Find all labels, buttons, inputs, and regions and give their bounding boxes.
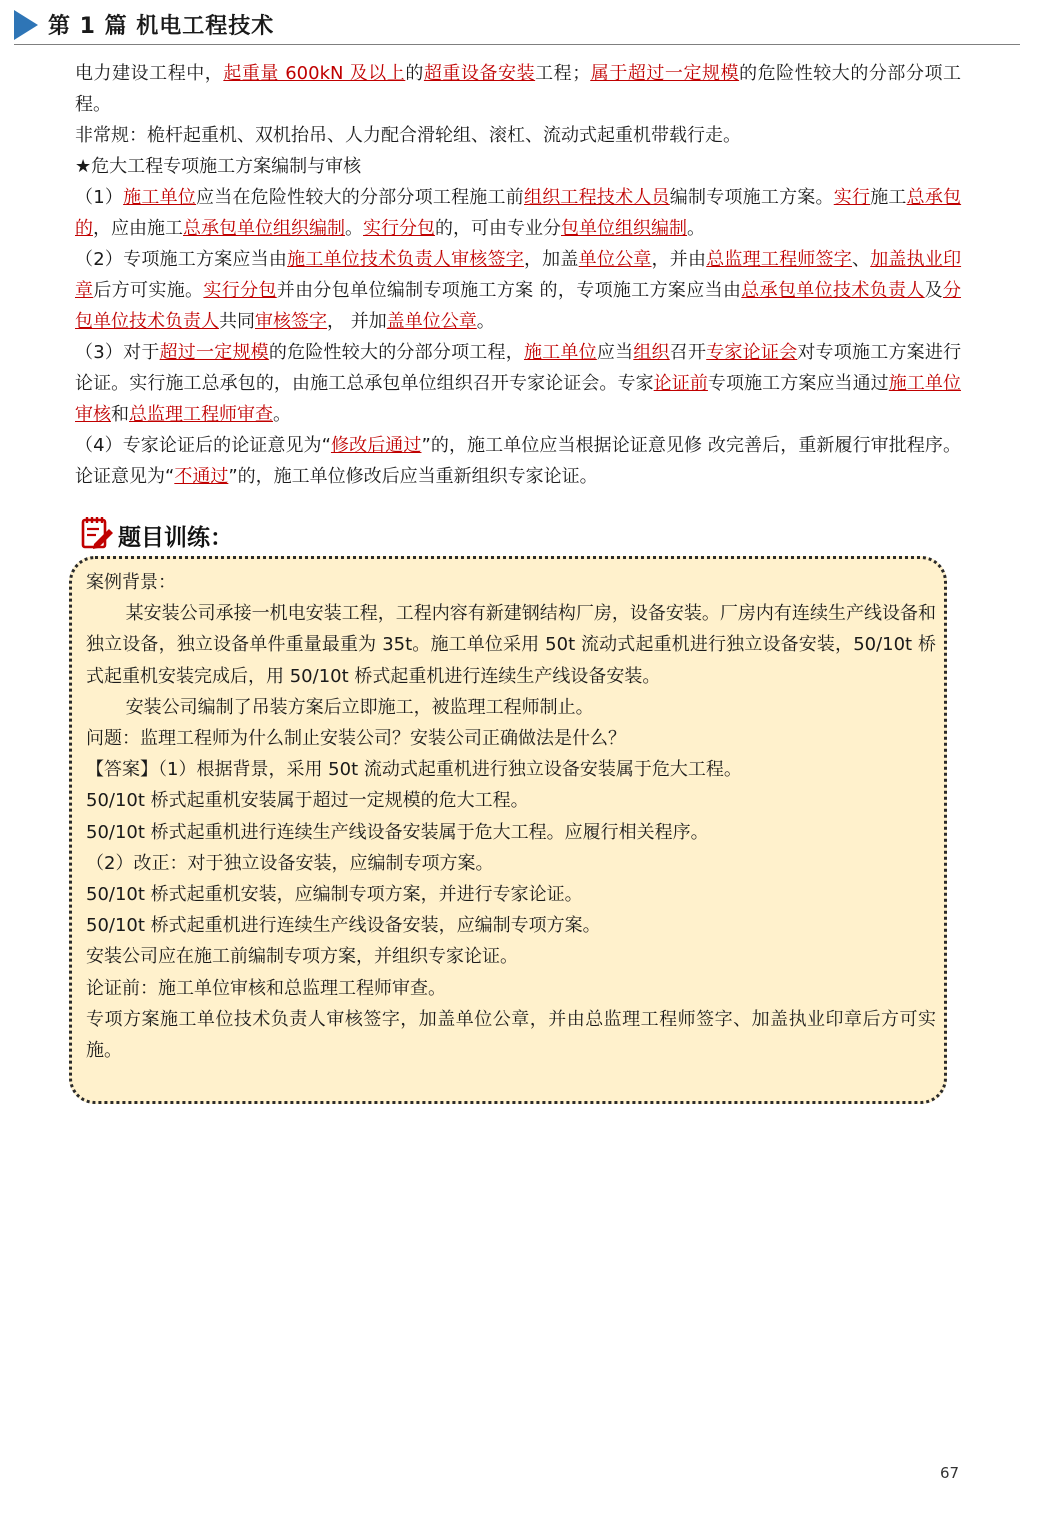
text-run: 工程；: [535, 63, 591, 84]
text-run: ★危大工程专项施工方案编制与审核: [75, 156, 362, 177]
text-run: 非常规：桅杆起重机、双机抬吊、人力配合滑轮组、滚杠、流动式起重机带载行走。: [75, 125, 741, 146]
case-line: 【答案】（1）根据背景，采用 50t 流动式起重机进行独立设备安装属于危大工程。: [86, 759, 742, 781]
key-phrase: 总监理工程师签字: [706, 249, 852, 270]
body-paragraph: [75, 151, 961, 182]
text-run: 电力建设工程中，: [75, 63, 224, 84]
text-run: ，加盖: [523, 249, 579, 270]
case-line: 安装公司编制了吊装方案后立即施工，被监理工程师制止。: [125, 696, 594, 718]
header-divider: [14, 44, 1020, 45]
text-run: 及: [924, 280, 944, 301]
key-phrase: 起重量 600kN 及以上: [223, 63, 406, 84]
key-phrase: 施工单位: [123, 187, 197, 208]
key-phrase: 施工单位: [523, 342, 597, 363]
notepad-pencil-icon: [80, 515, 116, 551]
section-title: 第 1 篇 机电工程技术: [48, 14, 275, 39]
case-line: 问题：监理工程师为什么制止安装公司？安装公司正确做法是什么？: [86, 728, 626, 750]
text-run: 施工: [870, 187, 907, 208]
key-phrase: 实行分包: [363, 218, 435, 239]
key-phrase: 施工单位技术负责人审核签字: [287, 249, 524, 270]
text-run: ”的，施工单位应当根据论证意见修 改完善后，重新履行审批程序。论证意见为“: [75, 435, 962, 487]
page-number: 67: [940, 1464, 960, 1482]
case-line: 50/10t 桥式起重机进行连续生产线设备安装属于危大工程。应履行相关程序。: [86, 821, 709, 843]
text-run: 和: [111, 404, 129, 425]
key-phrase: 总承包单位组织编制: [183, 218, 345, 239]
text-run: ， 并加: [327, 311, 387, 332]
text-run: 的危险性较大的分部分项工程，: [268, 342, 524, 363]
triangle-marker-icon: [14, 10, 38, 40]
key-phrase: 超过一定规模: [159, 342, 269, 363]
key-phrase: 论证前: [653, 373, 708, 394]
text-run: 。: [273, 404, 291, 425]
key-phrase: 修改后通过: [330, 435, 422, 456]
text-run: 。: [476, 311, 495, 332]
key-phrase: 盖单位公章: [386, 311, 477, 332]
case-line: 50/10t 桥式起重机安装属于超过一定规模的危大工程。: [86, 790, 529, 812]
text-run: 应当在危险性较大的分部分项工程施工前: [196, 187, 524, 208]
text-run: 编制专项施工方案。: [669, 187, 834, 208]
text-run: 的: [405, 63, 424, 84]
body-paragraph: [75, 182, 961, 244]
text-run: 共同: [219, 311, 255, 332]
case-line: 某安装公司承接一机电安装工程，工程内容有新建钢结构厂房，设备安装。厂房内有连续生产线设备和独立设备，独立设备单件重量最重为 35t。施工单位采用 50t 流动式起重机进行独立设备安装，50/10t 桥式起重机安装完成后，用 50/10t 桥式起重机进行连续生产线设备安装。: [86, 603, 936, 687]
case-line: 安装公司应在施工前编制专项方案，并组织专家论证。: [86, 946, 518, 968]
text-run: （1）: [75, 187, 124, 208]
page-header: [14, 8, 1020, 46]
key-phrase: 总监理工程师审查: [129, 404, 273, 425]
text-run: 召开: [669, 342, 707, 363]
case-line: 50/10t 桥式起重机进行连续生产线设备安装，应编制专项方案。: [86, 915, 601, 937]
text-run: 对专项施工方案进行论证。实行施工总承包的，由施工总承包单位组织召开专家论证会。专家: [75, 342, 962, 394]
key-phrase: 属于超过一定规模: [590, 63, 740, 84]
key-phrase: 加盖执业印章: [75, 249, 962, 301]
key-phrase: 总承包的: [75, 187, 962, 239]
key-phrase: 施工单位审核: [75, 373, 962, 425]
case-line: （2）改正：对于独立设备安装，应编制专项方案。: [86, 852, 494, 874]
key-phrase: 组织工程技术人员: [523, 187, 670, 208]
body-paragraph: [75, 244, 961, 337]
main-body-text: [75, 58, 961, 492]
key-phrase: 总承包单位技术负责人: [741, 280, 925, 301]
key-phrase: 超重设备安装: [423, 63, 536, 84]
key-phrase: 不通过: [174, 466, 229, 487]
key-phrase: 实行分包: [203, 280, 277, 301]
text-run: （2）专项施工方案应当由: [75, 249, 288, 270]
text-run: 。: [687, 218, 705, 239]
text-run: 、: [851, 249, 871, 270]
text-run: 应当: [596, 342, 634, 363]
text-run: （4）专家论证后的论证意见为“: [75, 435, 331, 456]
text-run: ”的，施工单位修改后应当重新组织专家论证。: [228, 466, 598, 487]
text-run: 后方可实施。: [93, 280, 204, 301]
text-run: 。: [345, 218, 363, 239]
body-paragraph: [75, 120, 961, 151]
text-run: 的危险性较大的分部分项工程。: [75, 63, 962, 115]
body-paragraph: [75, 58, 961, 120]
key-phrase: 分包单位技术负责人: [75, 280, 962, 332]
key-phrase: 审核签字: [255, 311, 327, 332]
case-line: 论证前：施工单位审核和总监理工程师审查。: [86, 977, 446, 999]
key-phrase: 组织: [633, 342, 670, 363]
text-run: ，并由: [651, 249, 707, 270]
training-heading-label: 题目训练：: [118, 525, 233, 551]
key-phrase: 包单位组织编制: [561, 218, 687, 239]
key-phrase: 专家论证会: [706, 342, 798, 363]
text-run: （3）对于: [75, 342, 160, 363]
text-run: 的，可由专业分: [435, 218, 561, 239]
case-line: 50/10t 桥式起重机安装，应编制专项方案，并进行专家论证。: [86, 884, 583, 906]
key-phrase: 实行: [833, 187, 871, 208]
text-run: 并由分包单位编制专项施工方案 的，专项施工方案应当由: [276, 280, 742, 301]
case-text: [86, 567, 936, 1066]
text-run: 专项施工方案应当通过: [707, 373, 889, 394]
text-run: ，应由施工: [93, 218, 183, 239]
body-paragraph: [75, 430, 961, 492]
body-paragraph: [75, 337, 961, 430]
case-line: 专项方案施工单位技术负责人审核签字，加盖单位公章，并由总监理工程师签字、加盖执业印章后方可实施。: [86, 1008, 936, 1062]
key-phrase: 单位公章: [578, 249, 652, 270]
case-line: 案例背景：: [86, 572, 176, 593]
